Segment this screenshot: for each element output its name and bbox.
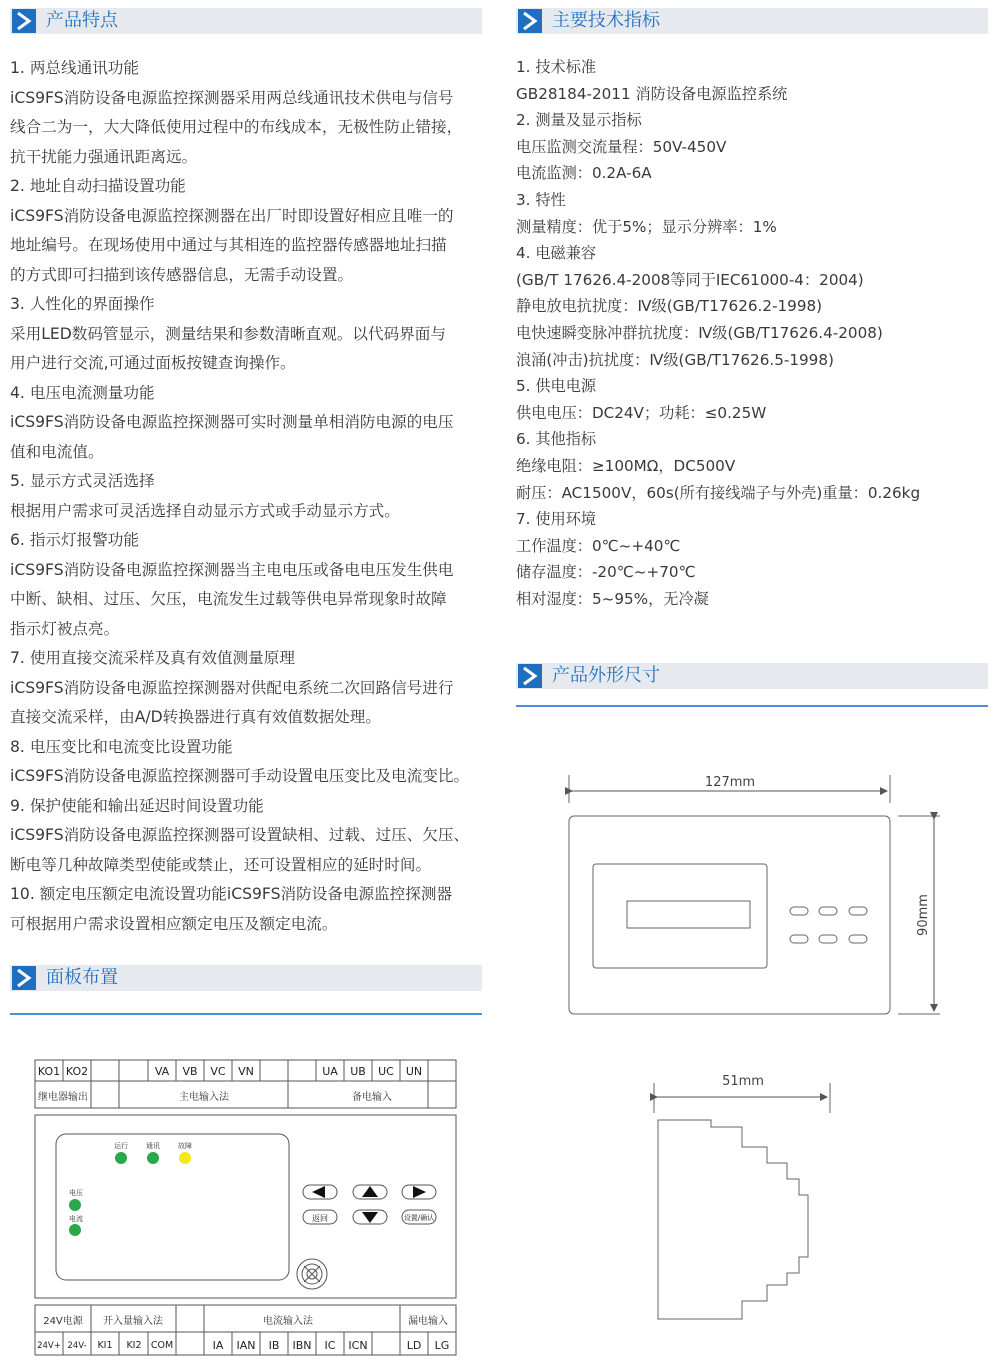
device-front	[569, 816, 890, 1014]
section-title: 产品外形尺寸	[552, 665, 660, 686]
text-line: 电压监测交流量程：50V-450V	[516, 137, 727, 156]
key-back-label: 返回	[312, 1214, 328, 1223]
terminal-un: UN	[405, 1065, 423, 1078]
text-line: 值和电流值。	[10, 442, 104, 461]
text-line: 6. 指示灯报警功能	[10, 531, 139, 549]
dimensions-header	[516, 663, 988, 689]
text-line: 抗干扰能力强通讯距离远。	[10, 147, 198, 166]
terminal-uc: UC	[378, 1065, 394, 1078]
text-line: (GB/T 17626.4-2008等同于IEC61000-4：2004)	[516, 270, 864, 289]
terminal-com: COM	[150, 1340, 174, 1351]
text-line: iCS9FS消防设备电源监控探测器可手动设置电压变比及电流变比。	[10, 767, 470, 785]
terminal-ko2: KO2	[65, 1065, 89, 1078]
terminal-ua: UA	[322, 1065, 338, 1078]
panel-header	[10, 965, 482, 991]
chevron-right-icon	[12, 966, 36, 990]
text-line: GB28184-2011 消防设备电源监控系统	[516, 84, 788, 103]
text-line: 的方式即可扫描到该传感器信息，无需手动设置。	[10, 265, 354, 284]
specs-list	[516, 54, 996, 612]
chevron-right-icon	[518, 9, 542, 33]
section-title: 产品特点	[46, 10, 118, 31]
text-line: 相对湿度：5~95%，无冷凝	[516, 589, 709, 608]
text-line: iCS9FS消防设备电源监控探测器在出厂时即设置好相应且唯一的	[10, 206, 454, 225]
text-line: 10. 额定电压额定电流设置功能iCS9FS消防设备电源监控探测器	[10, 885, 453, 903]
group-current-input: 电流输入法	[263, 1316, 313, 1327]
text-line: 5. 供电电源	[516, 377, 597, 396]
text-line: 地址编号。在现场使用中通过与其相连的监控器传感器地址扫描	[10, 236, 447, 254]
terminal-va: VA	[154, 1065, 170, 1078]
text-line: 9. 保护使能和输出延迟时间设置功能	[10, 796, 264, 815]
side-view-drawing	[640, 1065, 840, 1335]
address-dial-icon[interactable]	[297, 1259, 327, 1289]
text-line: 用户进行交流,可通过面板按键查询操作。	[10, 354, 296, 372]
group-24v-power: 24V电源	[43, 1316, 83, 1327]
text-line: 测量精度：优于5%；显示分辨率：1%	[516, 217, 777, 236]
indicator-fault-label: 故障	[178, 1142, 192, 1150]
terminal-ko1: KO1	[37, 1065, 61, 1078]
fault-led	[179, 1152, 191, 1164]
display-screen	[627, 901, 750, 928]
text-line: 电快速瞬变脉冲群抗扰度：Ⅳ级(GB/T17626.4-2008)	[516, 323, 883, 342]
terminal-ic: IC	[324, 1339, 336, 1352]
group-leak-input: 漏电输入	[408, 1316, 448, 1327]
key-up[interactable]	[353, 1185, 387, 1199]
text-line: 7. 使用直接交流采样及真有效值测量原理	[10, 649, 295, 667]
text-line: 供电电压：DC24V；功耗：≤0.25W	[516, 403, 767, 422]
section-title: 主要技术指标	[552, 10, 660, 31]
arrow-up-icon	[362, 1186, 378, 1197]
terminal-ld: LD	[406, 1339, 422, 1352]
text-line: 1. 两总线通讯功能	[10, 59, 139, 77]
arrow-right-icon	[413, 1186, 426, 1198]
key-settings[interactable]	[402, 1210, 436, 1224]
text-line: 绝缘电阻：≥100MΩ，DC500V	[516, 456, 736, 475]
terminal-ian: IAN	[236, 1339, 256, 1352]
text-line: 5. 显示方式灵活选择	[10, 472, 155, 490]
text-line: 直接交流采样，由A/D转换器进行真有效值数据处理。	[10, 708, 381, 726]
text-line: iCS9FS消防设备电源监控探测器可实时测量单相消防电源的电压	[10, 413, 454, 431]
group-relay-output: 继电器输出	[38, 1092, 88, 1103]
text-line: 6. 其他指标	[516, 430, 597, 449]
chevron-right-icon	[12, 9, 36, 33]
text-line: 7. 使用环境	[516, 510, 597, 529]
terminal-24v-minus: 24V-	[67, 1341, 87, 1351]
current-led	[69, 1224, 81, 1236]
terminal-vb: VB	[182, 1065, 198, 1078]
terminal-ib: IB	[268, 1339, 280, 1352]
text-line: 可根据用户需求设置相应额定电压及额定电流。	[10, 914, 338, 933]
voltage-led	[69, 1199, 81, 1211]
comm-led	[147, 1152, 159, 1164]
divider	[516, 705, 988, 707]
terminal-ia: IA	[212, 1339, 224, 1352]
terminal-ibn: IBN	[292, 1339, 312, 1352]
terminal-24v-plus: 24V+	[37, 1341, 61, 1351]
terminal-ub: UB	[350, 1065, 366, 1078]
text-line: 根据用户需求可灵活选择自动显示方式或手动显示方式。	[10, 501, 400, 520]
text-line: 8. 电压变比和电流变比设置功能	[10, 737, 233, 756]
features-header	[10, 8, 482, 34]
text-line: 4. 电压电流测量功能	[10, 383, 155, 402]
group-backup-input: 备电输入	[352, 1092, 392, 1103]
indicator-voltage-label: 电压	[69, 1189, 83, 1197]
terminal-vn: VN	[238, 1065, 254, 1078]
group-switch-input: 开入量输入法	[103, 1316, 163, 1327]
text-line: 浪涌(冲击)抗扰度：Ⅳ级(GB/T17626.5-1998)	[516, 350, 834, 369]
specs-header	[516, 8, 988, 34]
dim-width-label: 127mm	[704, 775, 756, 790]
arrow-down-icon	[362, 1212, 378, 1223]
group-main-input: 主电输入法	[179, 1092, 229, 1103]
arrow-left-icon	[312, 1186, 325, 1198]
terminal-lg: LG	[434, 1339, 450, 1352]
text-line: 3. 特性	[516, 190, 566, 209]
key-settings-label: 设置/确认	[403, 1214, 435, 1222]
text-line: iCS9FS消防设备电源监控探测器采用两总线通讯技术供电与信号	[10, 88, 454, 107]
dim-height-label: 90mm	[916, 894, 931, 936]
text-line: 指示灯被点亮。	[10, 619, 120, 638]
keys-outline	[790, 907, 867, 943]
display-window	[593, 864, 767, 968]
terminal-icn: ICN	[348, 1339, 368, 1352]
run-led	[115, 1152, 127, 1164]
text-line: 储存温度：-20℃~+70℃	[516, 563, 696, 582]
text-line: 线合二为一，大大降低使用过程中的布线成本，无极性防止错接，	[10, 118, 463, 136]
indicator-current-label: 电流	[69, 1215, 83, 1223]
text-line: 采用LED数码管显示，测量结果和参数清晰直观。以代码界面与	[10, 324, 446, 343]
text-line: 工作温度：0℃~+40℃	[516, 536, 681, 555]
terminal-ki1: KI1	[97, 1340, 113, 1351]
panel-layout-drawing	[30, 1055, 465, 1360]
key-left[interactable]	[303, 1185, 337, 1199]
text-line: 1. 技术标准	[516, 58, 597, 76]
terminal-vc: VC	[210, 1065, 226, 1078]
key-back[interactable]	[303, 1210, 337, 1224]
indicator-comm-label: 通讯	[146, 1142, 160, 1150]
text-line: iCS9FS消防设备电源监控探测器可设置缺相、过载、过压、欠压、	[10, 826, 470, 844]
text-line: 断电等几种故障类型使能或禁止，还可设置相应的延时时间。	[10, 855, 432, 874]
key-right[interactable]	[402, 1185, 436, 1199]
text-line: 2. 地址自动扫描设置功能	[10, 177, 186, 195]
key-down[interactable]	[353, 1210, 387, 1224]
front-view-drawing	[560, 765, 950, 1025]
features-list	[10, 54, 490, 939]
dim-depth-label: 51mm	[722, 1074, 764, 1089]
device-side-outline	[658, 1120, 808, 1319]
section-title: 面板布置	[46, 967, 118, 988]
terminal-ki2: KI2	[126, 1340, 142, 1351]
text-line: 电流监测：0.2A-6A	[516, 164, 652, 183]
text-line: 静电放电抗扰度：Ⅳ级(GB/T17626.2-1998)	[516, 297, 823, 316]
indicator-run-label: 运行	[114, 1142, 128, 1150]
text-line: 4. 电磁兼容	[516, 244, 597, 263]
text-line: 耐压：AC1500V，60s(所有接线端子与外壳)重量：0.26kg	[516, 483, 921, 502]
divider	[10, 1013, 482, 1015]
chevron-right-icon	[518, 664, 542, 688]
text-line: 2. 测量及显示指标	[516, 111, 642, 130]
text-line: 中断、缺相、过压、欠压，电流发生过载等供电异常现象时故障	[10, 590, 447, 608]
text-line: iCS9FS消防设备电源监控探测器对供配电系统二次回路信号进行	[10, 678, 454, 697]
text-line: 3. 人性化的界面操作	[10, 295, 155, 313]
text-line: iCS9FS消防设备电源监控探测器当主电电压或备电电压发生供电	[10, 560, 454, 579]
